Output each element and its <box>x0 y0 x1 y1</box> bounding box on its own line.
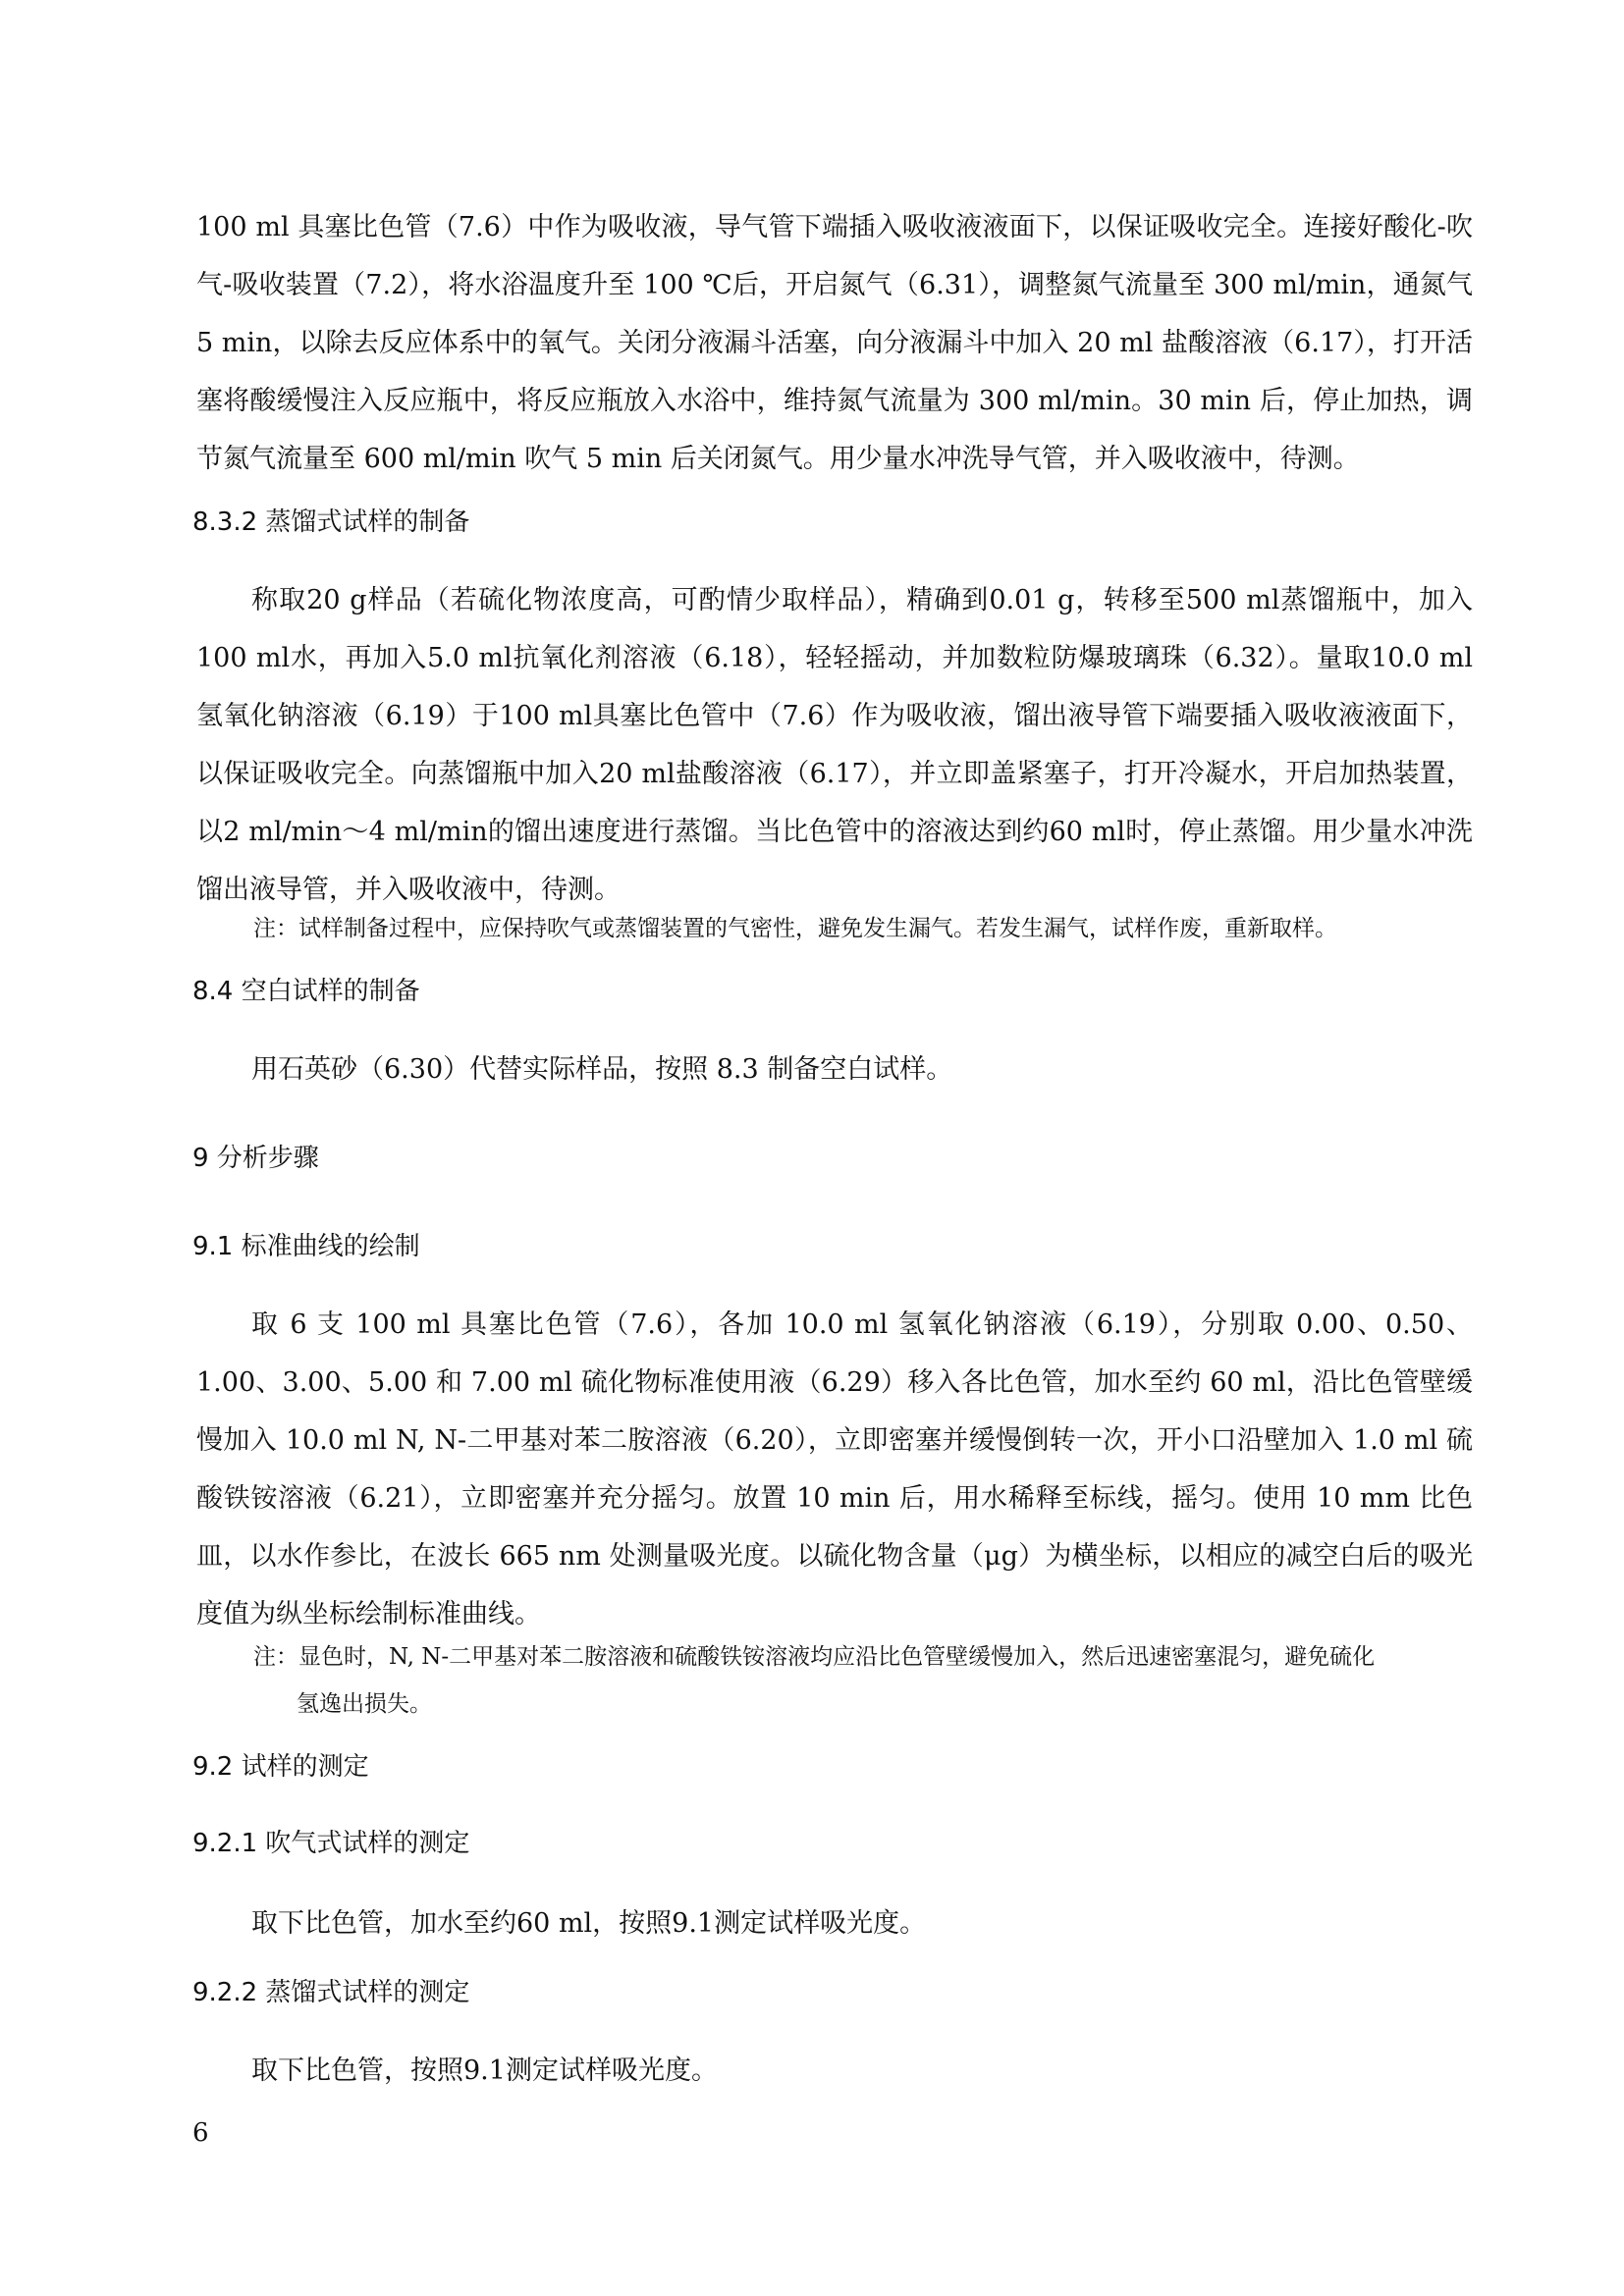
note-text: 试样制备过程中，应保持吹气或蒸馏装置的气密性，避免发生漏气。若发生漏气，试样作废，重新取样。 <box>298 916 1337 941</box>
paragraph-distill-measure: 取下比色管，按照9.1测定试样吸光度。 <box>251 2056 718 2086</box>
paragraph-blank-sample: 用石英砂（6.30）代替实际样品，按照 8.3 制备空白试样。 <box>251 1054 953 1085</box>
note-text-line1: 显色时，N, N-二甲基对苯二胺溶液和硫酸铁铵溶液均应沿比色管壁缓慢加入，然后迅速密塞混匀，避免硫化 <box>298 1644 1376 1670</box>
heading-9: 9 分析步骤 <box>192 1144 319 1173</box>
note-airtightness <box>253 905 1473 952</box>
heading-8-3-2: 8.3.2 蒸馏式试样的制备 <box>192 507 470 537</box>
paragraph-blow-measure: 取下比色管，加水至约60 ml，按照9.1测定试样吸光度。 <box>251 1908 927 1939</box>
heading-9-2-2: 9.2.2 蒸馏式试样的测定 <box>192 1978 470 2007</box>
note-label: 注： <box>253 916 298 941</box>
note-color-development <box>253 1633 1473 1728</box>
paragraph-blow-sample-continued: 100 ml 具塞比色管（7.6）中作为吸收液，导气管下端插入吸收液液面下，以保证吸收完全。连接好酸化-吹气-吸收装置（7.2），将水浴温度升至 100 ℃后，开启氮气（6.31），调整氮气流量至 300 ml/min，通氮气 5 min，以除去反应体系中的氧气。关闭分液漏斗活塞，向分液漏斗中加入 20 ml 盐酸溶液（6.17），打开活塞将酸缓慢注入反应瓶中，将反应瓶放入水浴中，维持氮气流量为 300 ml/min。30 min 后，停止加热，调节氮气流量至 600 ml/min 吹气 5 min 后关闭氮气。用少量水冲洗导气管，并入吸收液中，待测。 <box>196 212 1473 474</box>
note-label: 注： <box>253 1644 298 1670</box>
paragraph-standard-curve: 取 6 支 100 ml 具塞比色管（7.6），各加 10.0 ml 氢氧化钠溶液（6.19），分别取 0.00、0.50、1.00、3.00、5.00 和 7.00 ml 硫化物标准使用液（6.29）移入各比色管，加水至约 60 ml，沿比色管壁缓慢加入 10.0 ml N, N-二甲基对苯二胺溶液（6.20），立即密塞并缓慢倒转一次，开小口沿壁加入 1.0 ml 硫酸铁铵溶液（6.21），立即密塞并充分摇匀。放置 10 min 后，用水稀释至标线，摇匀。使用 10 mm 比色皿，以水作参比，在波长 665 nm 处测量吸光度。以硫化物含量（μg）为横坐标，以相应的减空白后的吸光度值为纵坐标绘制标准曲线。 <box>196 1309 1473 1629</box>
heading-9-1: 9.1 标准曲线的绘制 <box>192 1232 420 1261</box>
heading-9-2-1: 9.2.1 吹气式试样的测定 <box>192 1829 470 1858</box>
page-number: 6 <box>192 2118 209 2148</box>
paragraph-distill-sample-prep: 称取20 g样品（若硫化物浓度高，可酌情少取样品），精确到0.01 g，转移至500 ml蒸馏瓶中，加入100 ml水，再加入5.0 ml抗氧化剂溶液（6.18），轻轻摇动，并加数粒防爆玻璃珠（6.32）。量取10.0 ml 氢氧化钠溶液（6.19）于100 ml具塞比色管中（7.6）作为吸收液，馏出液导管下端要插入吸收液液面下，以保证吸收完全。向蒸馏瓶中加入20 ml盐酸溶液（6.17），并立即盖紧塞子，打开冷凝水，开启加热装置，以2 ml/min～4 ml/min的馏出速度进行蒸馏。当比色管中的溶液达到约60 ml时，停止蒸馏。用少量水冲洗馏出液导管，并入吸收液中，待测。 <box>196 585 1473 905</box>
heading-8-4: 8.4 空白试样的制备 <box>192 977 420 1006</box>
heading-9-2: 9.2 试样的测定 <box>192 1752 369 1782</box>
note-text-line2: 氢逸出损失。 <box>297 1691 432 1717</box>
